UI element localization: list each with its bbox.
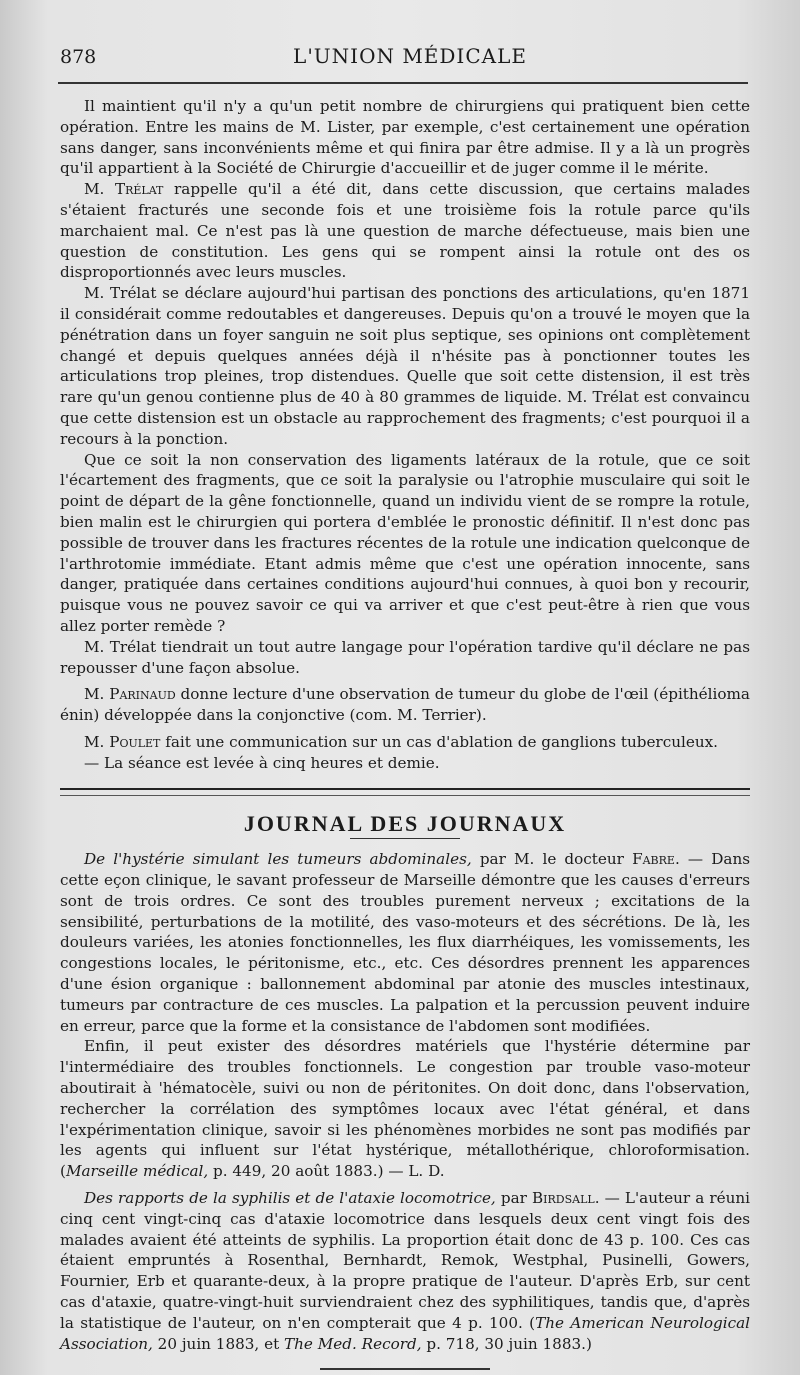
end-rule: [320, 1368, 490, 1370]
title-rule: [350, 838, 460, 839]
section-title: JOURNAL DES JOURNAUX: [243, 810, 567, 836]
paragraph-ponctions: M. Trélat se déclare aujourd'hui partisan des ponctions des articulations, qu'en 1871 il considérait comme redoutables et dangereuses. Depuis qu'on a trouvé le moyen que la pénétration dans un foyer sanguin ne soit plus septique, ses opinions ont complètement changé et depuis quelques années déjà il n'hésite pas à ponctionner toutes les articulations trop pleines, trop distendues. Quelle que soit cette distension, il est très rare qu'un genou contienne plus de 40 à 80 grammes de liquide. M. Trélat est convaincu que cette distension est un obstacle au rapprochement des fragments; c'est pourquoi il a recours à la ponction.: [60, 284, 750, 448]
section-separator: [60, 788, 750, 796]
article-hysterie: [60, 849, 750, 1036]
speaker-name: Parinaud: [109, 685, 176, 704]
paragraph-text: donne lecture d'une observation de tumeur du globe de l'œil (épithélioma énin) développée dans la conjonctive (com. M. Terrier).: [60, 685, 750, 725]
article-citation: p. 718, 30 juin 1883.): [421, 1334, 592, 1353]
article-text: — Dans cette eçon clinique, le savant professeur de Marseille démontre que les causes d'erreurs sont de trois ordres. Ce sont des troubles purement nerveux ; excitations de la sensibilité, perturbations de la motilité, des vaso-moteurs et des sécrétions. De là, les douleurs variées, les atonies fonctionnelles, les flux diarrhéiques, les vomissements, les congestions locales, le péritonisme, etc., etc. Ces désordres prennent les apparences d'une ésion organique : ballonnement abdominal par atonie des muscles intestinaux, tumeurs par contracture de ces muscles. La palpation et la percussion peuvent induire en erreur, parce que la forme et la consistance de l'abdomen sont modifiées.: [60, 850, 751, 1035]
paragraph-parinaud: M. Parinaud donne lecture d'une observation de tumeur du globe de l'œil (épithélioma énin) développée dans la conjonctive (com. M. Terrier).: [60, 685, 750, 725]
page-number: 878: [60, 46, 97, 68]
paragraph-text: Ce n'est pas là une question de marche défectueuse, mais bien une question de constitution. Les gens qui se rompent ainsi la rotule ont des os disproportionnés avec leurs muscles.: [60, 221, 751, 282]
paragraph-lister: Il maintient qu'il n'y a qu'un petit nombre de chirurgiens qui pratiquent bien cette opération. Entre les mains de M. Lister, par exemple, c'est certainement une opération sans danger, sans inconvénients même et qui finira par être admise. Il y a là un progrès qu'il appartient à la Société de Chirurgie d'accueillir et de juger comme il le mérite.: [60, 97, 750, 178]
running-header: [60, 42, 760, 76]
source-journal: Marseille médical,: [65, 1162, 209, 1181]
header-rule: [58, 82, 748, 84]
author-name: Fabre.: [632, 850, 680, 869]
paragraph-trelat-reminder: M. Trélat rappelle qu'il a été dit, dans cette discussion, que certains malades s'étaient fracturés une seconde fois et une troisième fois la rotule parce qu'ils marchaient mal. Ce n'est pas là une question de marche défectueuse, mais bien une question de constitution. Les gens qui se rompent ainsi la rotule ont des os disproportionnés avec leurs muscles.: [60, 180, 751, 282]
article-text: Enfin, il peut exister des désordres matériels que l'hystérie détermine par l'intermédiaire des troubles fonctionnels. Le congestion par trouble vaso-moteur aboutirait à 'hématocèle, suivi ou non de péritonites. On doit donc, dans l'observation, rechercher la corrélation des symptômes locaux avec l'état général, et dans l'expérimentation clinique, savoir si les phénomènes morbides ne sont pas modifiés par les agents qui influent sur l'état hystérique, métallothérique, chloroformisation. (: [60, 1037, 750, 1181]
paragraph-operation-tardive: M. Trélat tiendrait un tout autre langage pour l'opération tardive qu'il déclare ne pas repousser d'une façon absolue.: [60, 637, 750, 677]
source-journal: The Med. Record,: [284, 1334, 422, 1353]
article-title: De l'hystérie simulant les tumeurs abdominales,: [84, 850, 472, 869]
article-hysterie-continued: [60, 1036, 750, 1182]
source-journal: The American Neurological Association,: [60, 1313, 750, 1353]
speaker-name: Trélat: [114, 180, 164, 199]
paragraph-text: rappelle qu'il a été dit, dans cette discussion, que certains malades s'étaient fracturés une seconde fois et une troisième fois la rotule parce qu'ils marchaient mal.: [60, 180, 750, 240]
journal-title: L'UNION MÉDICALE: [293, 44, 527, 68]
article-text: — L'auteur a réuni cinq cent vingt-cinq cas d'ataxie locomotrice dans lesquels deux cent vingt fois des malades avaient été atteints de syphilis. La proportion était donc de 43 p. 100. Ces cas étaient empruntés à Rosenthal, Bernhardt, Remok, Westphal, Pusinelli, Gowers, Fournier, Erb et quarante-deux, à la propre pratique de l'auteur. D'après Erb, sur cent cas d'ataxie, quatre-vingt-huit surviendraient chez des syphilitiques, tandis que, d'après la statistique de l'auteur, on n'en compterait que 4 p. 100. (: [60, 1189, 751, 1332]
paragraph-text: fait une communication sur un cas d'ablation de ganglions tuberculeux.: [165, 732, 718, 751]
author-prefix: par: [500, 1189, 527, 1208]
article-citation: 20 juin 1883, et: [152, 1334, 285, 1353]
closing-line: — La séance est levée à cinq heures et demie.: [84, 753, 440, 772]
author-prefix: par M. le docteur: [479, 850, 624, 869]
article-title: Des rapports de la syphilis et de l'ataxie locomotrice,: [84, 1189, 496, 1208]
page-body: [60, 96, 750, 1370]
article-syphilis: [60, 1188, 750, 1354]
article-citation: p. 449, 20 août 1883.) — L. D.: [208, 1162, 445, 1181]
paragraph-pronostic: Que ce soit la non conservation des ligaments latéraux de la rotule, que ce soit l'écartement des fragments, que ce soit la paralysie ou l'atrophie musculaire qui soit le point de départ de la gêne fonctionnelle, quand un individu vient de se rompre la rotule, bien malin est le chirurgien qui portera d'emblée le pronostic définitif. Il n'est donc pas possible de trouver dans les fractures récentes de la rotule une indication quelconque de l'arthrotomie immédiate. Etant admis même que c'est une opération innocente, sans danger, pratiquée dans certaines conditions aujourd'hui connues, à quoi bon y recourir, puisque vous ne pouvez savoir ce qui va arriver et que c'est peut-être à rien que vous allez porter remède ?: [60, 450, 750, 635]
speaker-name: Poulet: [109, 732, 161, 751]
paragraph-poulet: M. Poulet fait une communication sur un cas d'ablation de ganglions tuberculeux.: [84, 732, 718, 751]
author-name: Birdsall.: [532, 1189, 600, 1208]
